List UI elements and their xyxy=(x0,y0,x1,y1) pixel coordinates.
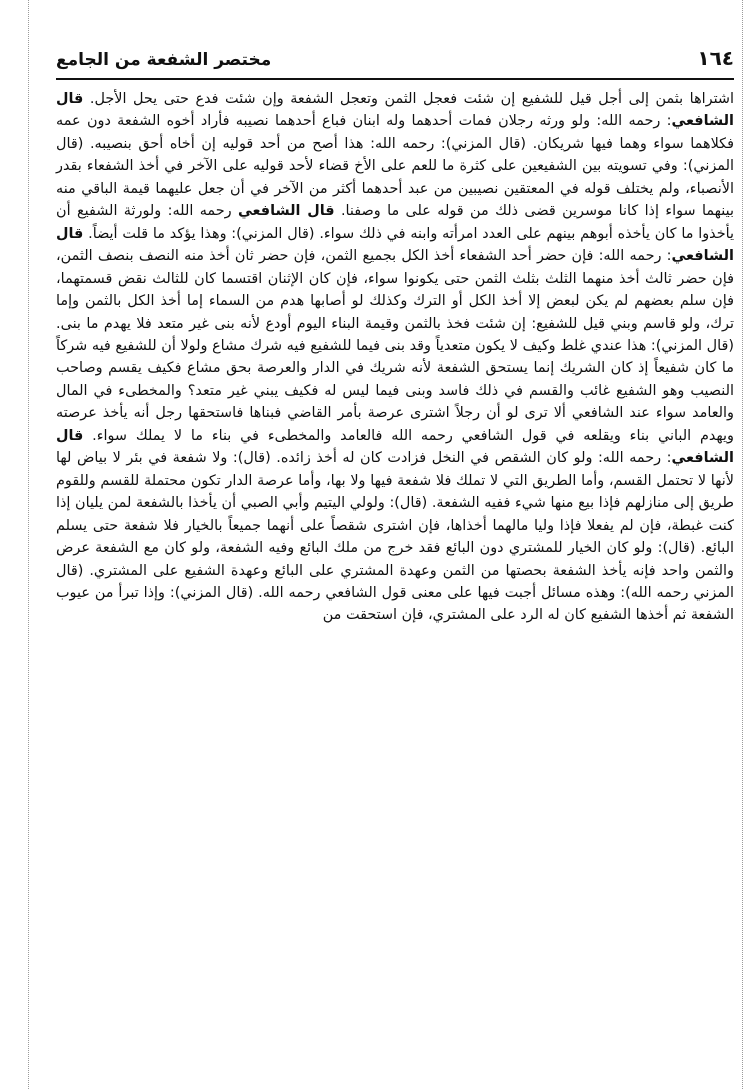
page-number: ١٦٤ xyxy=(697,46,734,70)
running-title: مختصر الشفعة من الجامع xyxy=(56,50,272,70)
speaker-label: قال الشافعي xyxy=(56,427,734,467)
paragraph-text: : رحمه الله: ولو كان الشقص في النخل فزادت كان له أخذ زائده. (قال): ولا شفعة في بئر لا بياض لها لأنها لا تحتمل القسم، وأما الطريق التي لا تملك فلا شفعة فيها ولا بها، وأما عرصة الدار تكون محتملة للقسم وللقوم طريق إلى منازلهم فإذا بيع منها شيء ففيه الشفعة. (قال): ولولي اليتيم وأبي الصبي أن يأخذا بالشفعة لمن يليان إذا كنت غبطة، فإن لم يفعلا فإذا وليا مالهما أخذاها، فإن اشترى شقصاً على أنهما جميعاً بالخيار فلا شفعة حتى يسلم البائع. (قال): ولو كان الخيار للمشتري دون البائع فقد خرج من ملك البائع وفيه الشفعة، ولو كان مع الشفعة عرض والثمن واحد فإنه يأخذ الشفعة بحصتها من الثمن وعهدة المشتري على البائع وعهدة الشفيع على المشتري. (قال المزني رحمه الله): وهذه مسائل أجبت فيها على معنى قول الشافعي رحمه الله. (قال المزني): وإذا تبرأ من عيوب الشفعة ثم أخذها الشفيع كان له الرد على المشتري، فإن استحقت من xyxy=(56,450,734,624)
paragraph-text: رحمه الله: ولورثة الشفيع أن يأخذوا ما كان يأخذه أبوهم بينهم على العدد امرأته وابنه في ذلك سواء. (قال المزني): وهذا يؤكد ما قلت أيضاً. xyxy=(56,203,734,242)
paragraph-text: : رحمه الله: فإن حضر أحد الشفعاء أخذ الكل بجميع الثمن، فإن حضر ثان أخذ منه النصف بنصف الثمن، فإن حضر ثالث أخذ منهما الثلث بثلث الثمن حتى يكونوا سواء، فإن كان الإثنان اقتسما كان للثالث نقض قسمتهما، فإن سلم بعضهم لم يكن لبعض إلا أخذ الكل أو الترك وكذلك لو أصابها هدم من السماء إما أخذ الكل بالثمن وإما ترك، ولو قاسم وبني قيل للشفيع: إن شئت فخذ بالثمن وقيمة البناء اليوم أودع لأنه بنى غير متعد فلا يهدم ما بنى. (قال المزني): هذا عندي غلط وكيف لا يكون متعدياً وقد بنى فيما للشفيع فيه شرك مشاع ولولا أن للشفيع فيه شركاً ما كان شفيعاً إذ كان الشريك إنما يستحق الشفعة لأنه شريك في الدار والعرصة بحق مشاع فكيف يقسم وصاحب النصيب وهو الشفيع غائب والقسم في ذلك فاسد وبنى فيما ليس له فكيف يبني غير متعد؟ والمخطىء في المال والعامد سواء عند الشافعي ألا ترى لو أن رجلاً اشترى عرصة بأمر القاضي فبناها فاستحقها رجل أنه يأخذ عرصته ويهدم الباني بناء ويقلعه في قول الشافعي رحمه الله فالعامد والمخطىء في بناء ما لا يملك سواء. xyxy=(56,248,734,444)
scan-edge-right xyxy=(742,0,743,1089)
body-paragraph xyxy=(83,91,734,107)
speaker-label: قال الشافعي xyxy=(56,225,734,265)
body-paragraph xyxy=(56,226,734,444)
paragraph-text: : رحمه الله: ولو ورثه رجلان فمات أحدهما وله ابنان فباع أحدهما نصيبه فأراد أخوه الشفعة دون عمه فكلاهما سواء وهما فيها شريكان. (قال المزني): رحمه الله: هذا أصح من أحد قوليه إن أخاه أحق بنصيبه. (قال المزني): وفي تسويته بين الشفيعين على كثرة ما للعم على الأخ قضاء لأحد قوليه على الآخر في أخذ الشفعاء بقدر الأنصباء، ولم يختلف قوله في المعتقين نصيبين من عبد أحدهما أكثر من الآخر في أن جعل عليهما قيمة الباقي منه بينهما سواء إذا كانا موسرين قضى ذلك من قوله على ما وصفنا. xyxy=(56,113,734,220)
body-text xyxy=(56,88,734,627)
body-paragraph xyxy=(56,91,734,219)
body-paragraph xyxy=(56,428,734,624)
header-rule xyxy=(56,78,734,80)
speaker-label: قال الشافعي xyxy=(56,91,734,130)
page-header xyxy=(56,40,734,70)
speaker-label: قال الشافعي xyxy=(237,203,335,220)
scan-edge-left xyxy=(28,0,29,1089)
paragraph-text: اشتراها بثمن إلى أجل قيل للشفيع إن شئت فعجل الثمن وتعجل الشفعة وإن شئت فدع حتى يحل الأجل. xyxy=(83,91,734,107)
